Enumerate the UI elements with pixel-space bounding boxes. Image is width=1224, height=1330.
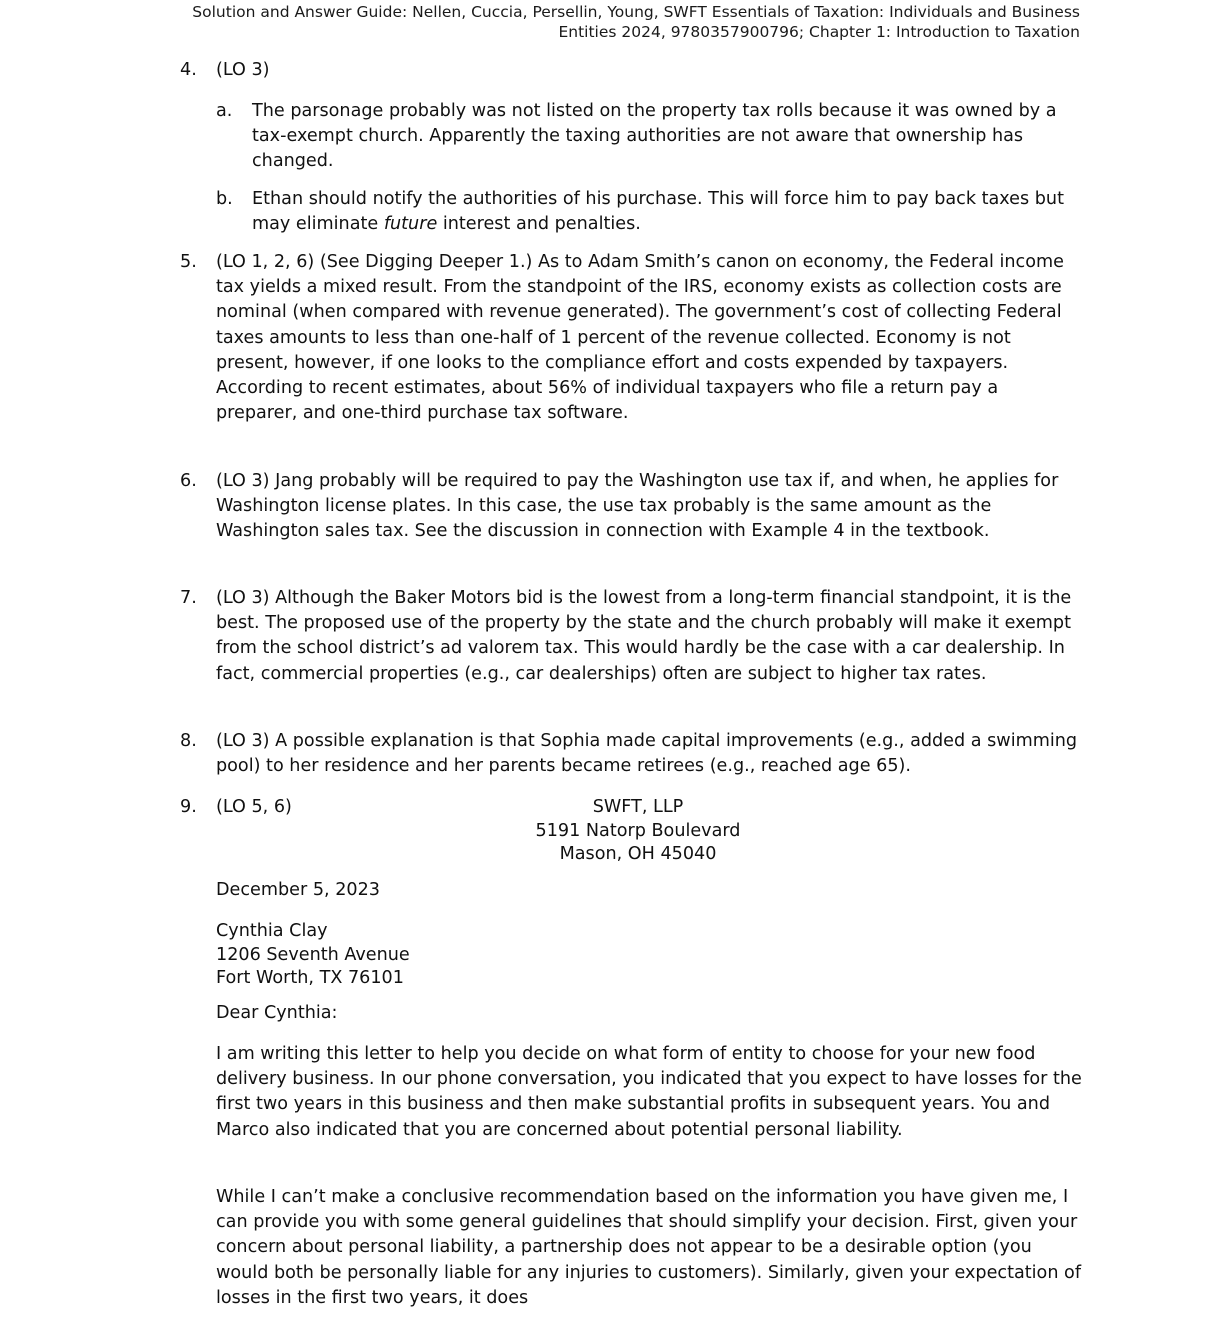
answer-item-4a xyxy=(180,99,1080,175)
item-number: 9. xyxy=(180,797,197,817)
recipient-address xyxy=(216,920,1086,991)
letter-paragraph-2: While I can’t make a conclusive recommendation based on the information you have given me, I can provide you with some general guidelines that should simplify your decision. First, given your concern about personal liability, a partnership does not appear to be a desirable option (you would both be personally liable for any injuries to customers). Similarly, given your expectation of losses in the first two years, it does xyxy=(216,1187,1082,1308)
firm-street: 5191 Natorp Boulevard xyxy=(535,820,741,841)
running-header xyxy=(120,2,1080,42)
answer-item-6 xyxy=(180,469,1080,545)
sub-text xyxy=(252,187,1080,237)
recipient-city: Fort Worth, TX 76101 xyxy=(216,968,404,988)
item-number: 8. xyxy=(180,731,197,751)
recipient-name: Cynthia Clay xyxy=(216,921,328,941)
sub-text-part: Ethan should notify the authorities of his purchase. This will force him to pay back taxes but may eliminate xyxy=(252,189,1064,235)
item-text: (LO 3) Jang probably will be required to pay the Washington use tax if, and when, he applies for Washington license plates. In this case, the use tax probably is the same amount as the Washington sales tax. See the discussion in connection with Example 4 in the textbook. xyxy=(216,471,1059,542)
answer-item-4b xyxy=(180,187,1080,237)
sub-text: The parsonage probably was not listed on the property tax rolls because it was owned by a tax-exempt church. Apparently the taxing authorities are not aware that ownership has changed. xyxy=(252,101,1057,172)
answer-item-4 xyxy=(180,58,1080,83)
item-number: 5. xyxy=(180,252,197,272)
item-label: (LO 3) xyxy=(216,60,270,80)
firm-name: SWFT, LLP xyxy=(592,797,684,817)
answer-item-5 xyxy=(180,250,1080,426)
item-text: (LO 3) A possible explanation is that Sophia made capital improvements (e.g., added a swimming pool) to her residence and her parents became retirees (e.g., reached age 65). xyxy=(216,731,1078,777)
item-number: 7. xyxy=(180,588,197,608)
answer-item-8 xyxy=(180,729,1080,779)
item-text: (LO 1, 2, 6) (See Digging Deeper 1.) As to Adam Smith’s canon on economy, the Federal income tax yields a mixed result. From the standpoint of the IRS, economy exists as collection costs are nominal (when compared with revenue generated). The government’s cost of collecting Federal taxes amounts to less than one-half of 1 percent of the revenue collected. Economy is not present, however, if one looks to the compliance effort and costs expended by taxpayers. According to recent estimates, about 56% of individual taxpayers who file a return pay a preparer, and one-third purchase tax software. xyxy=(216,252,1064,424)
item-number: 6. xyxy=(180,471,197,491)
emphasis-text: future xyxy=(383,214,438,235)
item-label: (LO 5, 6) xyxy=(216,797,292,817)
header-line-1: Solution and Answer Guide: Nellen, Cuccia, Persellin, Young, SWFT Essentials of Taxation: Individuals and Business xyxy=(192,3,1080,21)
letterhead xyxy=(500,796,776,867)
firm-city: Mason, OH 45040 xyxy=(559,844,717,864)
recipient-street: 1206 Seventh Avenue xyxy=(216,944,410,965)
sub-text-part: interest and penalties. xyxy=(437,214,641,235)
letter-paragraph-1: I am writing this letter to help you decide on what form of entity to choose for your new food delivery business. In our phone conversation, you indicated that you expect to have losses for the first two years in this business and then make substantial profits in subsequent years. You and Marco also indicated that you are concerned about potential personal liability. xyxy=(216,1044,1082,1140)
item-text: (LO 3) Although the Baker Motors bid is the lowest from a long-term financial standpoint, it is the best. The proposed use of the property by the state and the church probably will make it exempt from the school district’s ad valorem tax. This would hardly be the case with a car dealership. In fact, commercial properties (e.g., car dealerships) often are subject to higher tax rates. xyxy=(216,588,1072,684)
letter-salutation: Dear Cynthia: xyxy=(216,1003,338,1023)
answer-item-7 xyxy=(180,586,1080,687)
sub-letter: b. xyxy=(216,189,233,209)
item-number: 4. xyxy=(180,60,197,80)
header-line-2: Entities 2024, 9780357900796; Chapter 1: Introduction to Taxation xyxy=(558,23,1080,41)
sub-letter: a. xyxy=(216,101,233,121)
letter-date: December 5, 2023 xyxy=(216,880,380,900)
